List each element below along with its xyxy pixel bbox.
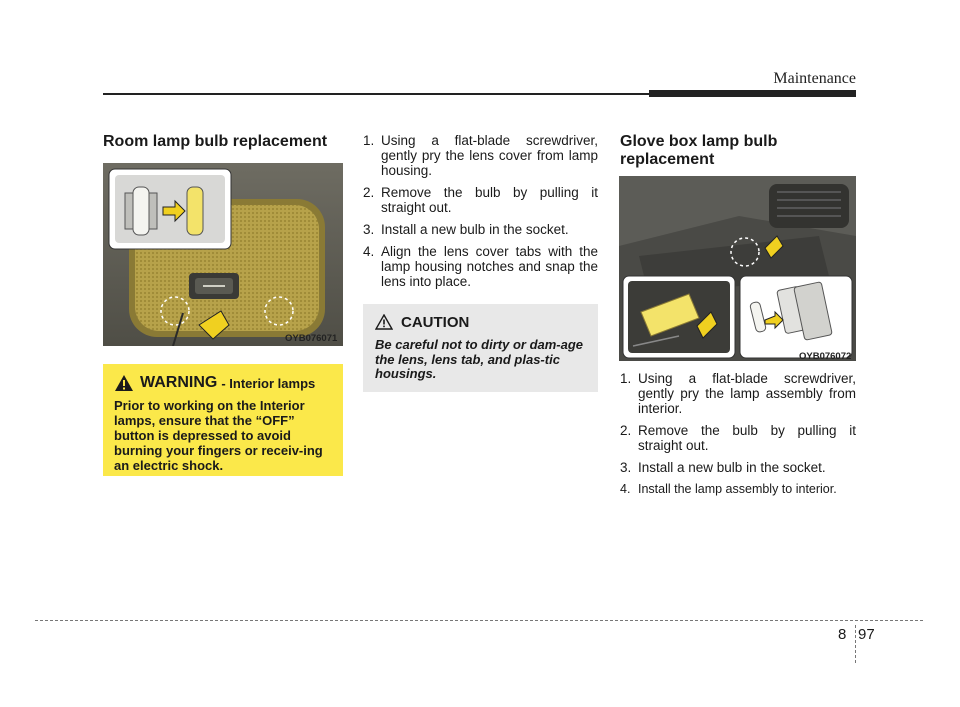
page-number-divider [855, 625, 856, 663]
caution-icon [375, 314, 393, 330]
warning-subtitle: - Interior lamps [221, 375, 316, 391]
list-item: 4. Install the lamp assembly to interior. [620, 482, 837, 496]
list-item: 2. Remove the bulb by pulling it straight out. [620, 423, 856, 453]
caution-label: CAUTION [401, 313, 470, 331]
glove-box-steps [620, 371, 856, 504]
chapter-number: 8 [838, 626, 847, 643]
room-lamp-illustration [103, 163, 343, 346]
section-title: Maintenance [773, 70, 856, 87]
room-lamp-steps [363, 133, 598, 296]
room-lamp-heading: Room lamp bulb replacement [103, 133, 328, 150]
glove-box-illustration [619, 176, 856, 361]
warning-label: WARNING [140, 374, 218, 391]
glove-box-image-code: OYB076072 [799, 351, 852, 362]
glove-box-heading: Glove box lamp bulb replacement [620, 133, 778, 168]
caution-text: Be careful not to dirty or dam-age the lens, lens tab, and plas-tic housings. [375, 337, 584, 381]
header-rule-accent [649, 90, 856, 97]
list-item: 1. Using a flat-blade screwdriver, gently pry the lens cover from lamp housing. [363, 133, 598, 178]
footer-rule [35, 620, 923, 621]
caution-box [363, 304, 598, 392]
header-rule [103, 93, 649, 95]
warning-text: Prior to working on the Interior lamps, ensure that the “OFF” button is depressed to avoid burning your fingers or receiv-ing an electric shock. [114, 398, 323, 473]
list-item: 3. Install a new bulb in the socket. [363, 222, 569, 237]
warning-icon [114, 374, 134, 392]
list-item: 3. Install a new bulb in the socket. [620, 460, 826, 475]
list-item: 1. Using a flat-blade screwdriver, gently pry the lamp assembly from interior. [620, 371, 856, 416]
list-item: 2. Remove the bulb by pulling it straight out. [363, 185, 598, 215]
warning-box [103, 364, 343, 476]
page-number: 97 [858, 626, 875, 643]
room-lamp-image-code: OYB076071 [285, 333, 338, 344]
list-item: 4. Align the lens cover tabs with the lamp housing notches and snap the lens into place. [363, 244, 598, 289]
